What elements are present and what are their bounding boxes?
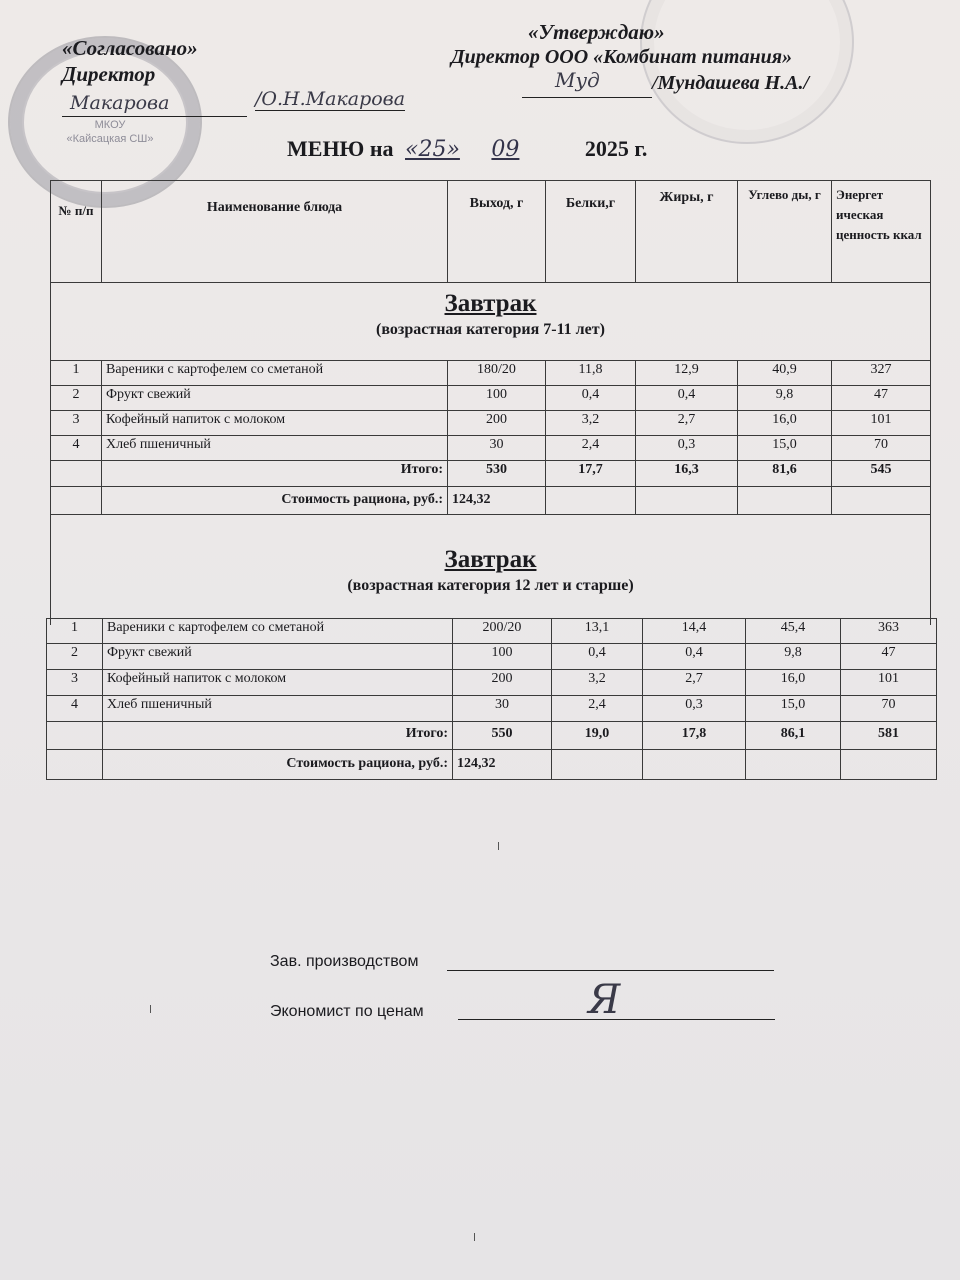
menu-date-month: 09 xyxy=(491,137,520,162)
total-fat: 17,8 xyxy=(643,722,746,750)
cost-empty xyxy=(546,487,636,515)
section-header-cell xyxy=(51,283,931,361)
row-carbs: 16,0 xyxy=(738,411,832,436)
menu-table-lower xyxy=(46,618,937,780)
row-carbs: 9,8 xyxy=(738,386,832,411)
row-energy: 47 xyxy=(841,644,937,670)
row-energy: 70 xyxy=(832,436,931,461)
row-num: 1 xyxy=(47,619,103,644)
row-output: 100 xyxy=(448,386,546,411)
section-subtitle: (возрастная категория 12 лет и старше) xyxy=(347,577,634,594)
col-header-carbs: Углево ды, г xyxy=(738,181,832,283)
row-output: 180/20 xyxy=(448,361,546,386)
menu-date-day: «25» xyxy=(405,137,460,162)
table-row xyxy=(51,411,931,436)
row-num: 3 xyxy=(47,670,103,696)
col-header-energy: Энергет ическая ценность ккал xyxy=(832,181,931,283)
menu-year: 2025 г. xyxy=(584,136,648,161)
row-carbs: 40,9 xyxy=(738,361,832,386)
total-protein: 17,7 xyxy=(546,461,636,487)
approved-signature-scribble: Муд xyxy=(555,68,600,92)
cost-empty xyxy=(738,487,832,515)
row-dish-name: Фрукт свежий xyxy=(103,644,453,670)
row-protein: 0,4 xyxy=(546,386,636,411)
total-fat: 16,3 xyxy=(636,461,738,487)
approved-position: Директор ООО «Комбинат питания» xyxy=(451,46,792,68)
row-protein: 11,8 xyxy=(546,361,636,386)
col-header-output: Выход, г xyxy=(448,181,546,283)
section-subtitle: (возрастная категория 7-11 лет) xyxy=(376,321,605,338)
cost-empty xyxy=(832,487,931,515)
stamp-line-1: МКОУ xyxy=(94,119,126,131)
total-row xyxy=(47,722,937,750)
menu-table-upper xyxy=(50,180,931,625)
row-dish-name: Фрукт свежий xyxy=(102,386,448,411)
row-output: 100 xyxy=(453,644,552,670)
row-num: 2 xyxy=(51,386,102,411)
cost-empty xyxy=(643,750,746,780)
cost-row xyxy=(51,487,931,515)
table-row xyxy=(47,670,937,696)
row-output: 30 xyxy=(448,436,546,461)
row-carbs: 16,0 xyxy=(746,670,841,696)
total-output: 550 xyxy=(453,722,552,750)
row-output: 200 xyxy=(448,411,546,436)
total-empty xyxy=(47,722,103,750)
row-protein: 3,2 xyxy=(552,670,643,696)
cost-empty xyxy=(552,750,643,780)
row-num: 1 xyxy=(51,361,102,386)
section-header-cell xyxy=(51,515,931,625)
row-dish-name: Хлеб пшеничный xyxy=(102,436,448,461)
paper-mark xyxy=(474,1233,475,1241)
agreed-label: «Согласовано» xyxy=(62,36,198,60)
row-fat: 0,4 xyxy=(643,644,746,670)
table-row xyxy=(51,361,931,386)
row-output: 30 xyxy=(453,696,552,722)
table-row xyxy=(47,644,937,670)
row-energy: 327 xyxy=(832,361,931,386)
approved-signature-line xyxy=(522,97,652,98)
row-dish-name: Хлеб пшеничный xyxy=(103,696,453,722)
agreed-position: Директор xyxy=(62,62,156,86)
col-header-fat: Жиры, г xyxy=(636,181,738,283)
approved-label: «Утверждаю» xyxy=(528,20,665,44)
cost-empty xyxy=(51,487,102,515)
row-protein: 2,4 xyxy=(546,436,636,461)
paper-mark xyxy=(498,842,499,850)
cost-empty xyxy=(841,750,937,780)
row-fat: 0,3 xyxy=(636,436,738,461)
row-fat: 2,7 xyxy=(643,670,746,696)
economist-label: Экономист по ценам xyxy=(270,1003,424,1020)
cost-empty xyxy=(746,750,841,780)
menu-title xyxy=(287,136,647,162)
paper-mark xyxy=(150,1005,151,1013)
row-fat: 12,9 xyxy=(636,361,738,386)
total-row xyxy=(51,461,931,487)
section-title: Завтрак xyxy=(444,290,537,317)
row-output: 200 xyxy=(453,670,552,696)
row-dish-name: Вареники с картофелем со сметаной xyxy=(103,619,453,644)
row-fat: 0,3 xyxy=(643,696,746,722)
row-energy: 101 xyxy=(841,670,937,696)
total-carbs: 86,1 xyxy=(746,722,841,750)
total-label: Итого: xyxy=(102,461,448,487)
total-label: Итого: xyxy=(103,722,453,750)
table-row xyxy=(51,436,931,461)
approved-name: /Мундашева Н.А./ xyxy=(652,72,810,94)
section-title: Завтрак xyxy=(444,546,537,573)
col-header-name: Наименование блюда xyxy=(102,181,448,283)
cost-value: 124,32 xyxy=(453,750,552,780)
col-header-num: № п/п xyxy=(51,181,102,283)
row-dish-name: Вареники с картофелем со сметаной xyxy=(102,361,448,386)
row-protein: 2,4 xyxy=(552,696,643,722)
total-energy: 581 xyxy=(841,722,937,750)
row-dish-name: Кофейный напиток с молоком xyxy=(102,411,448,436)
stamp-text xyxy=(65,118,155,146)
col-header-protein: Белки,г xyxy=(546,181,636,283)
row-num: 3 xyxy=(51,411,102,436)
agreed-signature-name: /О.Н.Макарова xyxy=(255,88,406,110)
row-energy: 101 xyxy=(832,411,931,436)
cost-empty xyxy=(636,487,738,515)
cost-label: Стоимость рациона, руб.: xyxy=(102,487,448,515)
row-fat: 14,4 xyxy=(643,619,746,644)
row-carbs: 45,4 xyxy=(746,619,841,644)
table-row xyxy=(51,386,931,411)
cost-empty xyxy=(47,750,103,780)
total-carbs: 81,6 xyxy=(738,461,832,487)
row-carbs: 9,8 xyxy=(746,644,841,670)
row-fat: 0,4 xyxy=(636,386,738,411)
row-output: 200/20 xyxy=(453,619,552,644)
menu-title-prefix: МЕНЮ на xyxy=(287,136,394,161)
section-header xyxy=(51,515,931,625)
row-fat: 2,7 xyxy=(636,411,738,436)
cost-label: Стоимость рациона, руб.: xyxy=(103,750,453,780)
agreed-signature-line xyxy=(62,116,247,117)
total-empty xyxy=(51,461,102,487)
row-dish-name: Кофейный напиток с молоком xyxy=(103,670,453,696)
total-protein: 19,0 xyxy=(552,722,643,750)
total-energy: 545 xyxy=(832,461,931,487)
section-header xyxy=(51,283,931,361)
economist-signature: Я xyxy=(588,977,621,1023)
row-num: 4 xyxy=(51,436,102,461)
row-num: 2 xyxy=(47,644,103,670)
row-energy: 363 xyxy=(841,619,937,644)
production-label: Зав. производством xyxy=(270,953,419,970)
total-output: 530 xyxy=(448,461,546,487)
row-protein: 0,4 xyxy=(552,644,643,670)
agreed-signature-scribble: Макарова xyxy=(70,92,170,114)
table-row xyxy=(47,696,937,722)
row-energy: 70 xyxy=(841,696,937,722)
row-energy: 47 xyxy=(832,386,931,411)
row-protein: 13,1 xyxy=(552,619,643,644)
row-protein: 3,2 xyxy=(546,411,636,436)
production-signature-line xyxy=(447,970,774,971)
row-carbs: 15,0 xyxy=(746,696,841,722)
stamp-line-2: «Кайсацкая СШ» xyxy=(66,133,154,145)
row-num: 4 xyxy=(47,696,103,722)
row-carbs: 15,0 xyxy=(738,436,832,461)
cost-value: 124,32 xyxy=(448,487,546,515)
table-row xyxy=(47,619,937,644)
table-header-row xyxy=(51,181,931,283)
cost-row xyxy=(47,750,937,780)
